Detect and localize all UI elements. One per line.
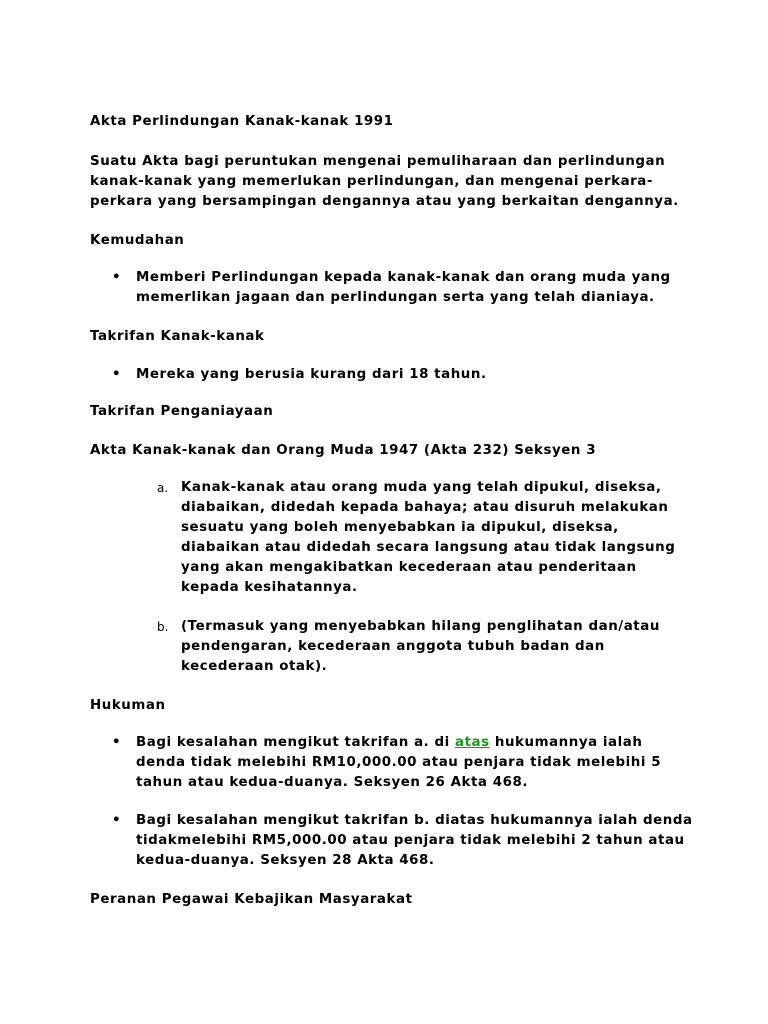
- heading-kemudahan: Kemudahan: [90, 233, 185, 248]
- heading-hukuman: Hukuman: [90, 698, 166, 713]
- list-item-text: [136, 733, 696, 793]
- list-item-text: Bagi kesalahan mengikut takrifan b. diatas hukumannya ialah denda tidakmelebihi RM5,000.00 atau penjara tidak melebihi 2 tahun atau kedua-duanya. Seksyen 28 Akta 468.: [136, 813, 693, 868]
- list-marker-a: a.: [157, 481, 169, 495]
- intro-paragraph: Suatu Akta bagi peruntukan mengenai pemuliharaan dan perlindungan kanak-kanak yang memerlukan perlindungan, dan mengenai perkara-perkara yang bersampingan dengannya atau yang berkaitan dengannya.: [90, 154, 679, 209]
- list-item-text: Memberi Perlindungan kepada kanak-kanak dan orang muda yang memerlikan jagaan dan perlindungan serta yang telah dianiaya.: [136, 270, 671, 305]
- list-item-text: Mereka yang berusia kurang dari 18 tahun.: [136, 367, 487, 382]
- list-marker-b: b.: [157, 620, 169, 634]
- list-item-text: Kanak-kanak atau orang muda yang telah dipukul, diseksa, diabaikan, didedah kepada bahaya; atau disuruh melakukan sesuatu yang boleh menyebabkan ia dipukul, diseksa, diabaikan atau didedah secara langsung atau tidak langsung yang akan mengakibatkan kecederaan atau penderitaan kepada kesihatannya.: [181, 480, 676, 595]
- bullet-dot-icon: •: [112, 735, 122, 750]
- document-title: Akta Perlindungan Kanak-kanak 1991: [90, 114, 394, 129]
- bullet-dot-icon: •: [112, 813, 122, 828]
- hukuman-item1-after: hukumannya ialah denda tidak melebihi RM10,000.00 atau penjara tidak melebihi 5 tahun atau kedua-duanya. Seksyen 26 Akta 468.: [136, 735, 662, 790]
- heading-takrifan-penganiayaan: Takrifan Penganiayaan: [90, 404, 274, 419]
- heading-peranan: Peranan Pegawai Kebajikan Masyarakat: [90, 892, 413, 907]
- heading-takrifan-kanak-kanak: Takrifan Kanak-kanak: [90, 329, 265, 344]
- act-reference: Akta Kanak-kanak dan Orang Muda 1947 (Akta 232) Seksyen 3: [90, 443, 597, 458]
- list-item-text: (Termasuk yang menyebabkan hilang penglihatan dan/atau pendengaran, kecederaan anggota tubuh badan dan kecederaan otak).: [181, 619, 660, 674]
- atas-link[interactable]: atas: [455, 735, 490, 750]
- hukuman-item1-before: Bagi kesalahan mengikut takrifan a. di: [136, 735, 456, 750]
- bullet-dot-icon: •: [112, 270, 122, 285]
- bullet-dot-icon: •: [112, 367, 122, 382]
